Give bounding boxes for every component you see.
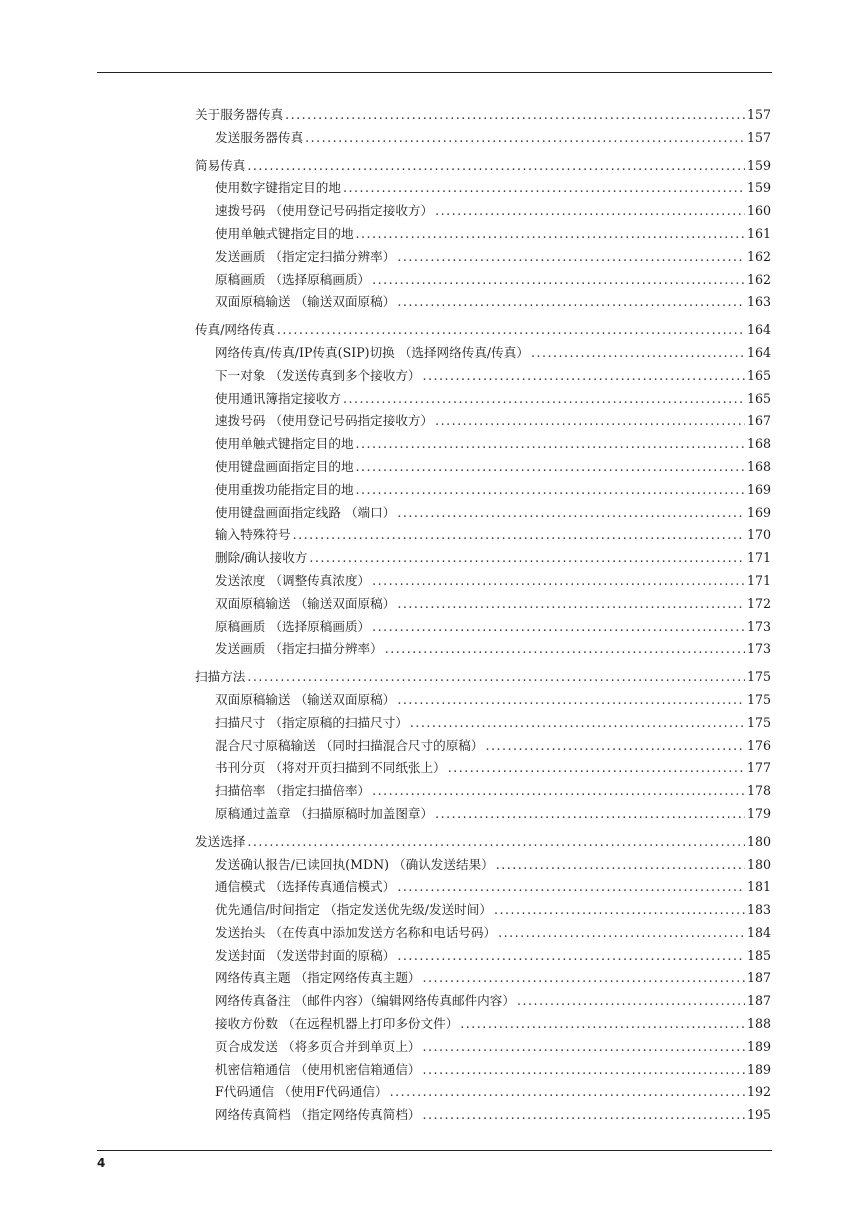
toc-entry-title: 使用单触式键指定目的地 (215, 225, 354, 241)
toc-entry-page: 171 (746, 550, 771, 566)
toc-entry-page: 169 (746, 504, 771, 520)
toc-subentry[interactable] (195, 854, 771, 877)
dot-leader (423, 1036, 745, 1059)
toc-subentry[interactable] (195, 990, 771, 1013)
toc-entry-title: 传真/网络传真 (195, 322, 275, 338)
toc-entry-title: 简易传真 (195, 157, 246, 173)
dot-leader (531, 342, 745, 365)
toc-entry-page: 164 (746, 322, 771, 338)
toc-entry-title: 混合尺寸原稿输送 （同时扫描混合尺寸的原稿） (215, 737, 484, 753)
toc-subentry[interactable] (195, 945, 771, 968)
toc-subentry[interactable] (195, 689, 771, 712)
dot-leader (485, 735, 744, 758)
toc-entry-page: 178 (746, 783, 771, 799)
toc-entry-page: 187 (746, 993, 771, 1009)
toc-entry-title: 页合成发送 （将多页合并到单页上） (215, 1038, 421, 1054)
toc-subentry[interactable] (195, 342, 771, 365)
toc-subentry[interactable] (195, 200, 771, 223)
dot-leader (448, 757, 745, 780)
header-rule (97, 72, 772, 73)
toc-entry-title: 原稿通过盖章 （扫描原稿时加盖图章） (215, 805, 434, 821)
toc-entry-page: 171 (746, 572, 771, 588)
toc-entry-title: 扫描尺寸 （指定原稿的扫描尺寸） (215, 714, 408, 730)
toc-entry-title: 扫描倍率 （指定扫描倍率） (215, 783, 371, 799)
toc-entry-page: 168 (746, 436, 771, 452)
toc-subentry[interactable] (195, 967, 771, 990)
table-of-contents (195, 104, 771, 1132)
toc-entry-title: 原稿画质 （选择原稿画质） (215, 271, 371, 287)
toc-entry-title: 速拨号码 （使用登记号码指定接收方） (215, 203, 434, 219)
dot-leader (247, 155, 745, 178)
toc-section (195, 155, 771, 315)
toc-subentry[interactable] (195, 1036, 771, 1059)
toc-subentry[interactable] (195, 547, 771, 570)
dot-leader (247, 666, 745, 689)
toc-entry-title: 发送封面 （发送带封面的原稿） (215, 947, 396, 963)
page-number: 4 (97, 1156, 106, 1170)
toc-subentry[interactable] (195, 127, 771, 150)
toc-entry-title: 删除/确认接收方 (215, 550, 308, 566)
dot-leader (423, 365, 745, 388)
dot-leader (356, 223, 745, 246)
toc-entry-title: 原稿画质 （选择原稿画质） (215, 618, 371, 634)
dot-leader (397, 502, 745, 525)
toc-section-heading[interactable] (195, 319, 771, 342)
toc-entry-page: 188 (746, 1016, 771, 1032)
toc-entry-page: 185 (746, 947, 771, 963)
toc-entry-page: 157 (746, 129, 771, 145)
dot-leader (397, 689, 745, 712)
dot-leader (435, 410, 745, 433)
toc-entry-page: 157 (746, 107, 771, 122)
toc-entry-title: 网络传真简档 （指定网络传真简档） (215, 1107, 421, 1123)
toc-entry-title: 发送选择 (195, 833, 246, 849)
toc-entry-page: 165 (746, 367, 771, 383)
toc-subentry[interactable] (195, 433, 771, 456)
dot-leader (293, 524, 745, 547)
toc-entry-page: 180 (746, 856, 771, 872)
toc-entry-title: F代码通信 （使用F代码通信） (215, 1084, 388, 1100)
toc-subentry[interactable] (195, 757, 771, 780)
toc-entry-page: 189 (746, 1038, 771, 1054)
dot-leader (494, 899, 745, 922)
toc-section-heading[interactable] (195, 155, 771, 178)
toc-entry-title: 双面原稿输送 （输送双面原稿） (215, 595, 396, 611)
toc-entry-page: 167 (746, 413, 771, 429)
toc-entry-page: 177 (746, 760, 771, 776)
dot-leader (356, 433, 745, 456)
dot-leader (390, 1081, 745, 1104)
toc-entry-page: 176 (746, 737, 771, 753)
dot-leader (372, 570, 745, 593)
toc-subentry[interactable] (195, 616, 771, 639)
toc-entry-title: 使用通讯簿指定接收方 (215, 390, 341, 406)
dot-leader (423, 1104, 745, 1127)
toc-entry-page: 164 (746, 344, 771, 360)
toc-entry-title: 发送画质 （指定定扫描分辨率） (215, 248, 396, 264)
toc-entry-page: 168 (746, 458, 771, 474)
toc-subentry[interactable] (195, 899, 771, 922)
toc-subentry[interactable] (195, 803, 771, 826)
toc-subentry[interactable] (195, 922, 771, 945)
dot-leader (397, 246, 745, 269)
dot-leader (498, 922, 745, 945)
dot-leader (247, 831, 745, 854)
toc-entry-title: 网络传真主题 （指定网络传真主题） (215, 970, 421, 986)
dot-leader (285, 104, 745, 127)
dot-leader (496, 854, 745, 877)
dot-leader (385, 638, 745, 661)
toc-entry-page: 184 (746, 924, 771, 940)
toc-section-heading[interactable] (195, 831, 771, 854)
toc-entry-page: 162 (746, 271, 771, 287)
footer-rule (97, 1150, 772, 1151)
toc-subentry[interactable] (195, 291, 771, 314)
toc-entry-title: 使用单触式键指定目的地 (215, 436, 354, 452)
toc-entry-title: 发送服务器传真 (215, 129, 304, 145)
toc-subentry[interactable] (195, 223, 771, 246)
dot-leader (277, 319, 745, 342)
toc-subentry[interactable] (195, 365, 771, 388)
toc-subentry[interactable] (195, 177, 771, 200)
toc-entry-title: 发送浓度 （调整传真浓度） (215, 572, 371, 588)
toc-subentry[interactable] (195, 479, 771, 502)
toc-subentry[interactable] (195, 269, 771, 292)
dot-leader (423, 967, 745, 990)
toc-subentry[interactable] (195, 570, 771, 593)
toc-entry-title: 速拨号码 （使用登记号码指定接收方） (215, 413, 434, 429)
dot-leader (309, 547, 745, 570)
toc-entry-title: 双面原稿输送 （输送双面原稿） (215, 294, 396, 310)
dot-leader (356, 479, 745, 502)
toc-subentry[interactable] (195, 388, 771, 411)
toc-entry-page: 160 (746, 203, 771, 219)
toc-entry-page: 161 (746, 225, 771, 241)
toc-subentry[interactable] (195, 712, 771, 735)
dot-leader (397, 876, 745, 899)
toc-section (195, 666, 771, 826)
toc-entry-title: 发送抬头 （在传真中添加发送方名称和电话号码） (215, 924, 497, 940)
toc-subentry[interactable] (195, 456, 771, 479)
toc-subentry[interactable] (195, 735, 771, 758)
toc-subentry[interactable] (195, 638, 771, 661)
toc-entry-page: 175 (746, 691, 771, 707)
toc-section (195, 319, 771, 661)
toc-entry-title: 下一对象 （发送传真到多个接收方） (215, 367, 421, 383)
dot-leader (460, 1013, 745, 1036)
toc-entry-title: 使用键盘画面指定线路 （端口） (215, 504, 396, 520)
toc-entry-page: 192 (746, 1084, 771, 1100)
toc-subentry[interactable] (195, 524, 771, 547)
toc-entry-page: 187 (746, 970, 771, 986)
toc-entry-title: 输入特殊符号 (215, 527, 291, 543)
toc-subentry[interactable] (195, 410, 771, 433)
toc-entry-page: 173 (746, 618, 771, 634)
dot-leader (435, 803, 745, 826)
toc-subentry[interactable] (195, 876, 771, 899)
toc-entry-page: 172 (746, 595, 771, 611)
toc-entry-title: 网络传真/传真/IP传真(SIP)切换 （选择网络传真/传真） (215, 344, 529, 360)
toc-section-heading[interactable] (195, 104, 771, 127)
toc-entry-title: 关于服务器传真 (195, 107, 284, 122)
toc-entry-title: 书刊分页 （将对开页扫描到不同纸张上） (215, 760, 446, 776)
dot-leader (435, 200, 745, 223)
dot-leader (356, 456, 745, 479)
toc-entry-title: 接收方份数 （在远程机器上打印多份文件） (215, 1016, 459, 1032)
toc-entry-title: 双面原稿输送 （输送双面原稿） (215, 691, 396, 707)
dot-leader (372, 269, 745, 292)
toc-entry-title: 通信模式 （选择传真通信模式） (215, 879, 396, 895)
toc-section-heading[interactable] (195, 666, 771, 689)
toc-entry-title: 扫描方法 (195, 669, 246, 685)
dot-leader (343, 177, 745, 200)
toc-entry-title: 优先通信/时间指定 （指定发送优先级/发送时间） (215, 902, 492, 918)
dot-leader (397, 593, 745, 616)
toc-entry-page: 159 (746, 180, 771, 196)
toc-entry-page: 179 (746, 805, 771, 821)
dot-leader (372, 780, 745, 803)
dot-leader (397, 945, 745, 968)
toc-entry-title: 网络传真备注 （邮件内容）（编辑网络传真邮件内容） (215, 993, 515, 1009)
dot-leader (305, 127, 745, 150)
toc-entry-title: 发送画质 （指定扫描分辨率） (215, 641, 383, 657)
toc-entry-title: 使用重拨功能指定目的地 (215, 481, 354, 497)
toc-subentry[interactable] (195, 1013, 771, 1036)
toc-entry-page: 163 (746, 294, 771, 310)
toc-subentry[interactable] (195, 1081, 771, 1104)
toc-entry-page: 162 (746, 248, 771, 264)
toc-entry-page: 181 (746, 879, 771, 895)
dot-leader (372, 616, 745, 639)
dot-leader (423, 1059, 745, 1082)
toc-entry-page: 175 (746, 714, 771, 730)
dot-leader (343, 388, 745, 411)
toc-entry-title: 使用数字键指定目的地 (215, 180, 341, 196)
dot-leader (397, 291, 745, 314)
toc-section (195, 831, 771, 1127)
dot-leader (410, 712, 745, 735)
toc-subentry[interactable] (195, 780, 771, 803)
toc-entry-page: 170 (746, 527, 771, 543)
toc-entry-page: 159 (746, 157, 771, 173)
toc-entry-page: 195 (746, 1107, 771, 1123)
toc-entry-page: 165 (746, 390, 771, 406)
toc-entry-page: 173 (746, 641, 771, 657)
dot-leader (517, 990, 745, 1013)
toc-entry-page: 189 (746, 1061, 771, 1077)
toc-entry-page: 183 (746, 902, 771, 918)
toc-entry-title: 机密信箱通信 （使用机密信箱通信） (215, 1061, 421, 1077)
toc-entry-page: 169 (746, 481, 771, 497)
toc-subentry[interactable] (195, 246, 771, 269)
toc-entry-page: 180 (746, 833, 771, 849)
toc-subentry[interactable] (195, 593, 771, 616)
toc-subentry[interactable] (195, 502, 771, 525)
toc-section (195, 104, 771, 150)
toc-entry-title: 使用键盘画面指定目的地 (215, 458, 354, 474)
toc-subentry[interactable] (195, 1059, 771, 1082)
toc-subentry[interactable] (195, 1104, 771, 1127)
toc-entry-title: 发送确认报告/已读回执(MDN) （确认发送结果） (215, 856, 494, 872)
toc-entry-page: 175 (746, 669, 771, 685)
